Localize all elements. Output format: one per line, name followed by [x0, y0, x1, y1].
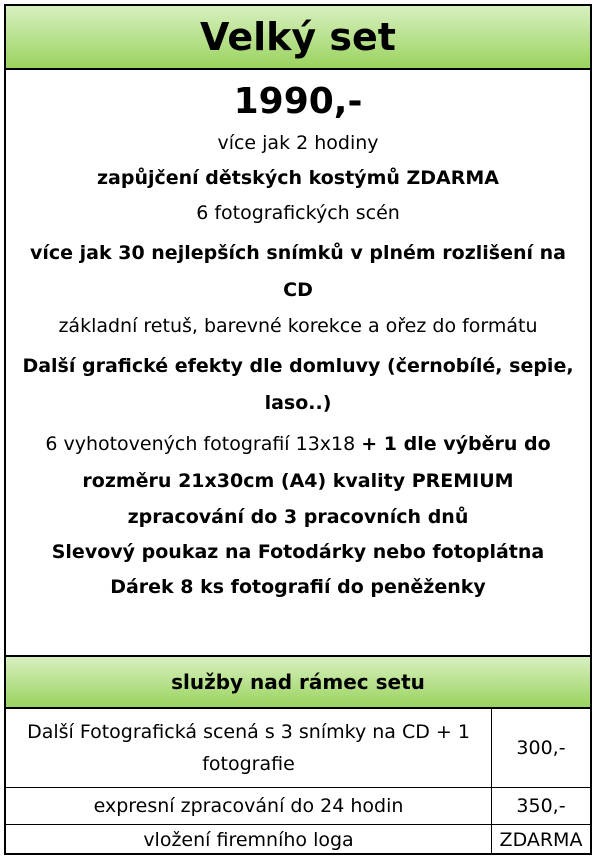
feature-processing: zpracování do 3 pracovních dnů — [127, 506, 469, 528]
table-row — [6, 825, 590, 856]
feature-prints-bold: + 1 dle výběru do rozměru 21x30cm (A4) kvality PREMIUM — [82, 433, 551, 492]
table-row — [6, 788, 590, 825]
extra-price: 300,- — [492, 709, 591, 788]
extra-service: vložení firemního loga — [143, 829, 354, 851]
extra-service: Další Fotografická scená s 3 snímky na CD + 1 fotografie — [6, 709, 492, 788]
extras-header: služby nad rámec setu — [6, 657, 590, 709]
feature-prints-normal: 6 vyhotovených fotografií 13x18 — [45, 433, 362, 455]
feature-effects: Další grafické efekty dle domluvy (černobílé, sepie, laso..) — [22, 355, 574, 414]
feature-voucher: Slevový poukaz na Fotodárky nebo fotoplátna — [51, 541, 545, 563]
feature-scenes: 6 fotografických scén — [196, 202, 400, 224]
feature-prints — [6, 426, 590, 500]
feature-duration: více jak 2 hodiny — [217, 132, 379, 154]
table-row — [6, 709, 590, 788]
feature-photos-cd: více jak 30 nejlepších snímků v plném rozlišení na CD — [29, 242, 567, 301]
set-title: Velký set — [6, 6, 590, 70]
set-details — [6, 70, 590, 657]
extras-table — [6, 709, 590, 855]
extra-price: 350,- — [492, 788, 591, 825]
extra-price: ZDARMA — [492, 825, 591, 856]
extra-service: expresní zpracování do 24 hodin — [6, 788, 492, 825]
feature-costumes: zapůjčení dětských kostýmů ZDARMA — [96, 167, 499, 189]
price-list-sheet — [4, 4, 592, 855]
feature-retouch: základní retuš, barevné korekce a ořez do formátu — [58, 315, 538, 337]
set-price: 1990,- — [233, 81, 363, 122]
feature-gift: Dárek 8 ks fotografií do peněženky — [110, 576, 486, 598]
